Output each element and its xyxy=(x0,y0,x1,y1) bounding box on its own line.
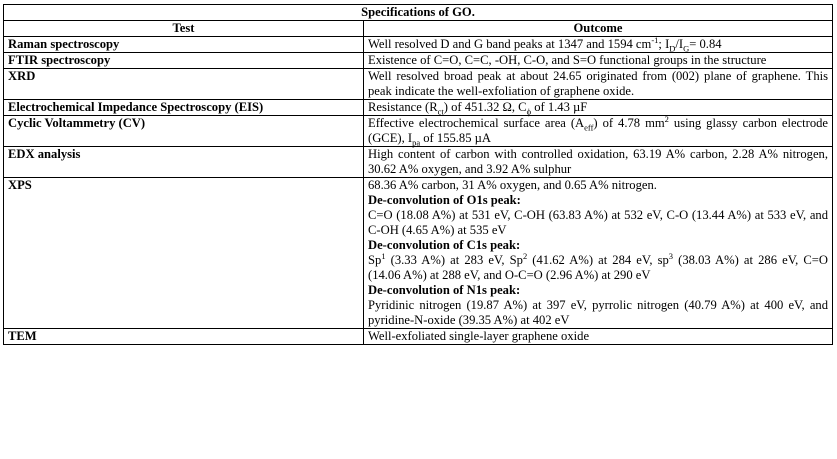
test-cell: TEM xyxy=(4,329,364,345)
table-header-row xyxy=(4,21,833,37)
test-cell: Cyclic Voltammetry (CV) xyxy=(4,116,364,147)
outcome-cell xyxy=(364,178,833,329)
table-row xyxy=(4,37,833,53)
test-cell: EDX analysis xyxy=(4,147,364,178)
outcome-cell: Existence of C=O, C=C, -OH, C-O, and S=O functional groups in the structure xyxy=(364,53,833,69)
test-cell: Raman spectroscopy xyxy=(4,37,364,53)
table-caption: Specifications of GO. xyxy=(4,5,833,21)
test-cell: XPS xyxy=(4,178,364,329)
n1s-text: Pyridinic nitrogen (19.87 A%) at 397 eV, pyrrolic nitrogen (40.79 A%) at 400 eV, and pyridine-N-oxide (39.35 A%) at 402 eV xyxy=(368,298,829,327)
outcome-cell: Effective electrochemical surface area $(A_{eff})$ of 4.78 $mm^2$ using glassy carbon electrode (GCE), $I_{pa}$ of 155.85 µA xyxy=(364,116,833,147)
table-row xyxy=(4,116,833,147)
table-row xyxy=(4,69,833,100)
outcome-cell: Well resolved D and G band peaks at 1347 and 1594 $cm^{-1}$; $I_D/I_G= 0.84$ xyxy=(364,37,833,53)
outcome-cell: Well-exfoliated single-layer graphene oxide xyxy=(364,329,833,345)
n1s-heading: De-convolution of N1s peak: xyxy=(368,283,521,297)
specifications-table xyxy=(3,4,833,345)
test-cell: XRD xyxy=(4,69,364,100)
c1s-text: Sp$^1$ (3.33 A%) at 283 eV, Sp$^2$ (41.62 A%) at 284 eV, $sp^3$ (38.03 A%) at 286 eV, C=O (14.06 A%) at 288 eV, and O-C=O (2.96 A%) at 290 eV xyxy=(368,250,829,282)
xps-summary: 68.36 A% carbon, 31 A% oxygen, and 0.65 A% nitrogen. xyxy=(368,178,657,192)
test-cell: Electrochemical Impedance Spectroscopy (EIS) xyxy=(4,100,364,116)
column-header-test: Test xyxy=(4,21,364,37)
table-row xyxy=(4,178,833,329)
table-row xyxy=(4,53,833,69)
c1s-heading: De-convolution of C1s peak: xyxy=(368,238,521,252)
column-header-outcome: Outcome xyxy=(364,21,833,37)
table-row xyxy=(4,329,833,345)
test-cell: FTIR spectroscopy xyxy=(4,53,364,69)
table-caption-row xyxy=(4,5,833,21)
o1s-text: C=O (18.08 A%) at 531 eV, C-OH (63.83 A%) at 532 eV, C-O (13.44 A%) at 533 eV, and C-OH (4.65 A%) at 535 eV xyxy=(368,208,829,237)
o1s-heading: De-convolution of O1s peak: xyxy=(368,193,521,207)
outcome-cell: Resistance $(R_{ct})$ of 451.32 Ω, $C_\phi$ of 1.43 µF xyxy=(364,100,833,116)
table-row xyxy=(4,100,833,116)
table-row xyxy=(4,147,833,178)
outcome-cell: Well resolved broad peak at about 24.65 originated from (002) plane of graphene. This peak indicate the well-exfoliation of graphene oxide. xyxy=(364,69,833,100)
outcome-cell: High content of carbon with controlled oxidation, 63.19 A% carbon, 2.28 A% nitrogen, 30.62 A% oxygen, and 3.92 A% sulphur xyxy=(364,147,833,178)
